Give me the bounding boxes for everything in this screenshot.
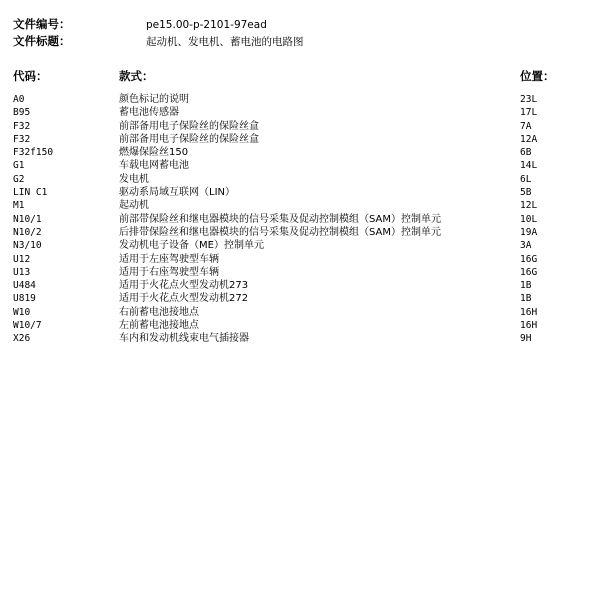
row-position: 14L bbox=[520, 160, 538, 172]
row-description: 燃爆保险丝150 bbox=[119, 147, 189, 159]
row-code: B95 bbox=[13, 107, 31, 119]
doc-title-value: 起动机、发电机、蓄电池的电路图 bbox=[146, 36, 304, 48]
table-row bbox=[0, 106, 604, 119]
row-position: 16H bbox=[520, 320, 538, 332]
row-description: 右前蓄电池接地点 bbox=[119, 306, 199, 318]
row-description: 前部备用电子保险丝的保险丝盒 bbox=[119, 133, 259, 145]
row-description: 车载电网蓄电池 bbox=[119, 160, 189, 172]
row-description: 颜色标记的说明 bbox=[119, 94, 189, 105]
row-position: 10L bbox=[520, 213, 538, 225]
row-position: 17L bbox=[520, 107, 538, 119]
row-code: N10/2 bbox=[13, 226, 42, 238]
row-position: 1B bbox=[520, 280, 532, 292]
row-code: G2 bbox=[13, 173, 25, 185]
table-row bbox=[0, 279, 604, 292]
table-row bbox=[0, 133, 604, 146]
row-description: 后排带保险丝和继电器模块的信号采集及促动控制模组（SAM）控制单元 bbox=[119, 226, 442, 238]
row-description: 前部备用电子保险丝的保险丝盒 bbox=[119, 120, 259, 132]
row-code: F32 bbox=[13, 133, 31, 145]
row-description: 适用于火花点火型发动机272 bbox=[119, 293, 249, 305]
table-row bbox=[0, 332, 604, 345]
table-row bbox=[0, 93, 604, 106]
row-code: U819 bbox=[13, 293, 36, 305]
table-row bbox=[0, 306, 604, 319]
row-position: 3A bbox=[520, 240, 532, 252]
row-code: A0 bbox=[13, 94, 25, 105]
table-row bbox=[0, 146, 604, 159]
row-position: 16H bbox=[520, 306, 538, 318]
row-description: 适用于火花点火型发动机273 bbox=[119, 280, 249, 292]
row-description: 起动机 bbox=[119, 200, 149, 212]
row-position: 5B bbox=[520, 187, 532, 199]
row-position: 6B bbox=[520, 147, 532, 159]
row-position: 23L bbox=[520, 94, 538, 105]
row-position: 19A bbox=[520, 226, 538, 238]
row-code: M1 bbox=[13, 200, 25, 212]
table-row bbox=[0, 159, 604, 172]
row-position: 7A bbox=[520, 120, 532, 132]
doc-number-label: 文件编号： bbox=[13, 17, 71, 31]
component-table bbox=[0, 93, 604, 346]
row-code: U484 bbox=[13, 280, 36, 292]
row-description: 驱动系局域互联网（LIN） bbox=[119, 187, 236, 199]
row-position: 12L bbox=[520, 200, 538, 212]
column-header-code: 代码： bbox=[13, 69, 48, 83]
table-row bbox=[0, 292, 604, 305]
table-row bbox=[0, 120, 604, 133]
row-position: 9H bbox=[520, 333, 532, 345]
row-code: W10/7 bbox=[13, 320, 42, 332]
table-row bbox=[0, 173, 604, 186]
row-code: F32 bbox=[13, 120, 31, 132]
table-row bbox=[0, 253, 604, 266]
row-position: 16G bbox=[520, 253, 538, 265]
column-header-position: 位置： bbox=[520, 69, 555, 83]
doc-number-value: pe15.00-p-2101-97ead bbox=[146, 19, 267, 31]
row-code: N10/1 bbox=[13, 213, 42, 225]
table-row bbox=[0, 199, 604, 212]
row-description: 车内和发动机线束电气插接器 bbox=[119, 333, 249, 345]
row-position: 12A bbox=[520, 133, 538, 145]
column-header-model: 款式： bbox=[119, 69, 154, 83]
table-row bbox=[0, 319, 604, 332]
row-code: F32f150 bbox=[13, 147, 54, 159]
row-code: G1 bbox=[13, 160, 25, 172]
row-position: 16G bbox=[520, 266, 538, 278]
row-description: 左前蓄电池接地点 bbox=[119, 320, 199, 332]
row-code: LIN C1 bbox=[13, 187, 48, 199]
row-description: 适用于右座驾驶型车辆 bbox=[119, 266, 219, 278]
row-code: U13 bbox=[13, 266, 31, 278]
table-row bbox=[0, 266, 604, 279]
row-code: W10 bbox=[13, 306, 31, 318]
row-code: X26 bbox=[13, 333, 31, 345]
table-row bbox=[0, 226, 604, 239]
row-description: 适用于左座驾驶型车辆 bbox=[119, 253, 219, 265]
row-code: U12 bbox=[13, 253, 31, 265]
row-code: N3/10 bbox=[13, 240, 42, 252]
row-description: 发动机电子设备（ME）控制单元 bbox=[119, 240, 264, 252]
row-description: 前部带保险丝和继电器模块的信号采集及促动控制模组（SAM）控制单元 bbox=[119, 213, 442, 225]
row-position: 6L bbox=[520, 173, 532, 185]
row-description: 蓄电池传感器 bbox=[119, 107, 179, 119]
table-row bbox=[0, 213, 604, 226]
doc-title-label: 文件标题： bbox=[13, 34, 71, 48]
row-description: 发电机 bbox=[119, 173, 149, 185]
table-row bbox=[0, 186, 604, 199]
row-position: 1B bbox=[520, 293, 532, 305]
table-row bbox=[0, 239, 604, 252]
